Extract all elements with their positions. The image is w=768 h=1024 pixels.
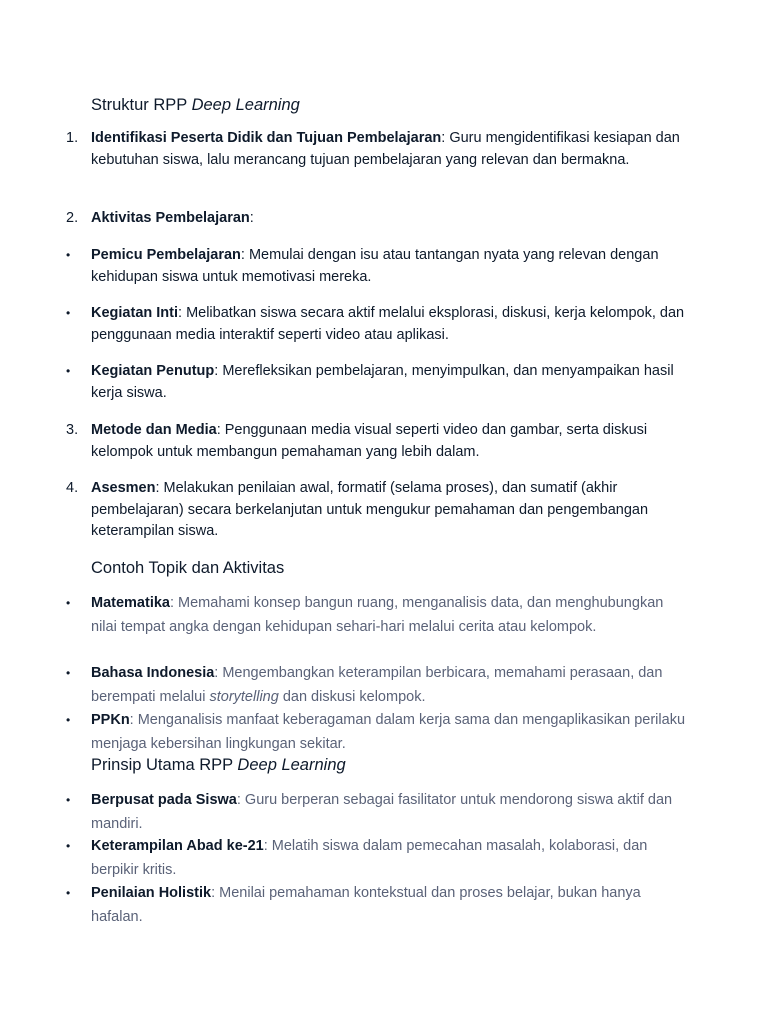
item-desc: : Guru berperan sebagai fasilitator untuk mendorong siswa aktif dan mandiri.: [91, 792, 673, 832]
item-desc-end: dan diskusi kelompok.: [278, 688, 426, 705]
section-heading-contoh: Contoh Topik dan Aktivitas: [91, 559, 285, 577]
list-item: [66, 303, 691, 346]
bullet-marker: •: [66, 306, 71, 320]
list-item: [66, 208, 691, 230]
list-item: [66, 882, 691, 929]
item-desc: : Melakukan penilaian awal, formatif (selama proses), dan sumatif (akhir pembelajaran) secara berkelanjutan untuk mengukur pemahaman dan pengembangan keterampilan siswa.: [91, 480, 649, 539]
item-desc: : Memahami konsep bangun ruang, menganalisis data, dan menghubungkan nilai tempat angka dengan kehidupan sehari-hari melalui cerita atau kelompok.: [91, 595, 664, 635]
item-term: PPKn: [91, 712, 130, 728]
list-item: [66, 709, 691, 756]
item-term: Kegiatan Inti: [91, 305, 179, 321]
list-item: [66, 245, 691, 288]
list-number: 4.: [66, 480, 79, 496]
heading-text: Struktur RPP: [91, 96, 192, 114]
item-desc: : Melatih siswa dalam pemecahan masalah, kolaborasi, dan berpikir kritis.: [91, 838, 648, 878]
list-item: [66, 835, 691, 882]
bullet-marker: •: [66, 364, 71, 378]
bullet-marker: •: [66, 596, 71, 610]
list-item: [66, 361, 691, 404]
list-item: [66, 662, 691, 709]
item-term: Pemicu Pembelajaran: [91, 247, 241, 263]
heading-text: Prinsip Utama RPP: [91, 756, 238, 774]
list-number: 2.: [66, 210, 79, 226]
list-number: 3.: [66, 422, 79, 438]
heading-italic-text: Deep Learning: [191, 96, 300, 114]
item-term: Asesmen: [91, 480, 156, 496]
item-desc: : Menganalisis manfaat keberagaman dalam kerja sama dan mengaplikasikan perilaku menjaga kebersihan lingkungan sekitar.: [91, 712, 686, 752]
item-desc: : Penggunaan media visual seperti video dan gambar, serta diskusi kelompok untuk membangun pemahaman yang lebih dalam.: [91, 422, 648, 460]
bullet-marker: •: [66, 886, 71, 900]
item-desc: : Melibatkan siswa secara aktif melalui eksplorasi, diskusi, kerja kelompok, dan penggunaan media interaktif seperti video atau aplikasi.: [91, 305, 685, 343]
list-item: [66, 420, 691, 463]
item-desc: : Merefleksikan pembelajaran, menyimpulkan, dan menyampaikan hasil kerja siswa.: [91, 363, 674, 401]
list-item: [66, 478, 691, 543]
list-item: [66, 592, 691, 639]
item-desc: : Menilai pemahaman kontekstual dan proses belajar, bukan hanya hafalan.: [91, 885, 641, 925]
section-heading-struktur: [91, 96, 300, 115]
item-desc: : Guru mengidentifikasi kesiapan dan kebutuhan siswa, lalu merancang tujuan pembelajaran yang relevan dan bermakna.: [91, 130, 680, 168]
bullet-marker: •: [66, 839, 71, 853]
item-desc-italic: storytelling: [209, 688, 279, 705]
item-term: Bahasa Indonesia: [91, 665, 215, 681]
item-term: Keterampilan Abad ke-21: [91, 838, 264, 854]
item-desc: :: [249, 210, 254, 226]
item-term: Identifikasi Peserta Didik dan Tujuan Pembelajaran: [91, 130, 442, 146]
list-item: [66, 789, 691, 836]
heading-italic-text: Deep Learning: [237, 756, 346, 774]
item-term: Kegiatan Penutup: [91, 363, 215, 379]
list-item: [66, 128, 691, 171]
item-term: Berpusat pada Siswa: [91, 792, 237, 808]
bullet-marker: •: [66, 666, 71, 680]
bullet-marker: •: [66, 793, 71, 807]
list-number: 1.: [66, 130, 79, 146]
section-heading-prinsip: [91, 756, 346, 775]
item-desc: : Mengembangkan keterampilan berbicara, memahami perasaan, dan berempati melalui: [91, 665, 663, 705]
item-term: Aktivitas Pembelajaran: [91, 210, 250, 226]
item-term: Matematika: [91, 595, 170, 611]
bullet-marker: •: [66, 248, 71, 262]
item-term: Metode dan Media: [91, 422, 217, 438]
bullet-marker: •: [66, 713, 71, 727]
item-term: Penilaian Holistik: [91, 885, 212, 901]
item-desc: : Memulai dengan isu atau tantangan nyata yang relevan dengan kehidupan siswa untuk memotivasi mereka.: [91, 247, 659, 285]
